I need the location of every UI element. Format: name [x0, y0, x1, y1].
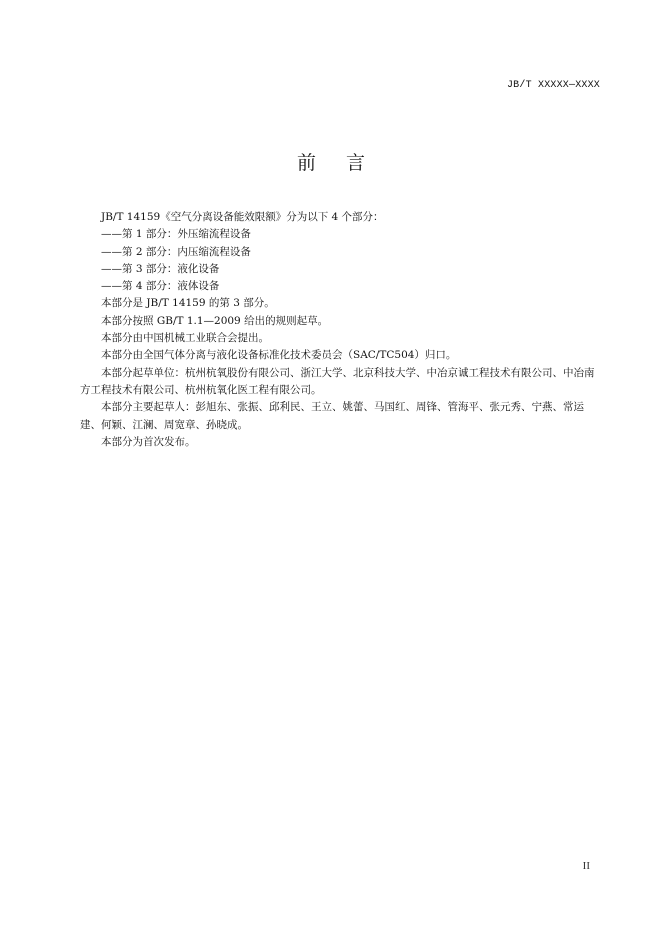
page-title: 前言: [296, 152, 395, 174]
foreword-body: [80, 209, 604, 451]
paragraph-part-1: ——第 1 部分：外压缩流程设备: [101, 228, 251, 241]
paragraph-under-jurisdiction: 本部分由全国气体分离与液化设备标准化技术委员会（SAC/TC504）归口。: [101, 349, 457, 362]
paragraph-part-4: ——第 4 部分：液体设备: [101, 280, 220, 293]
paragraph-drafting-rules: 本部分按照 GB/T 1.1—2009 给出的规则起草。: [101, 314, 329, 327]
paragraph-part-3: ——第 3 部分：液化设备: [101, 262, 220, 275]
paragraph-proposed-by: 本部分由中国机械工业联合会提出。: [101, 332, 269, 345]
paragraph-first-release: 本部分为首次发布。: [101, 435, 196, 448]
page-number: II: [582, 860, 590, 872]
paragraph-this-part: 本部分是 JB/T 14159 的第 3 部分。: [101, 297, 275, 310]
document-code: JB/T XXXXX—XXXX: [506, 80, 600, 91]
paragraph-part-2: ——第 2 部分：内压缩流程设备: [101, 245, 251, 258]
paragraph-series-intro: JB/T 14159《空气分离设备能效限额》分为以下 4 个部分：: [101, 211, 384, 223]
paragraph-main-drafters: 本部分主要起草人：彭旭东、张振、邱利民、王立、姚蕾、马国红、周锋、管海平、张元秀、宁燕、常运建、何颖、江澜、周宽章、孙晓成。: [80, 401, 584, 431]
paragraph-drafting-units: 本部分起草单位：杭州杭氧股份有限公司、浙江大学、北京科技大学、中冶京诚工程技术有限公司、中冶南方工程技术有限公司、杭州杭氧化医工程有限公司。: [80, 366, 595, 396]
